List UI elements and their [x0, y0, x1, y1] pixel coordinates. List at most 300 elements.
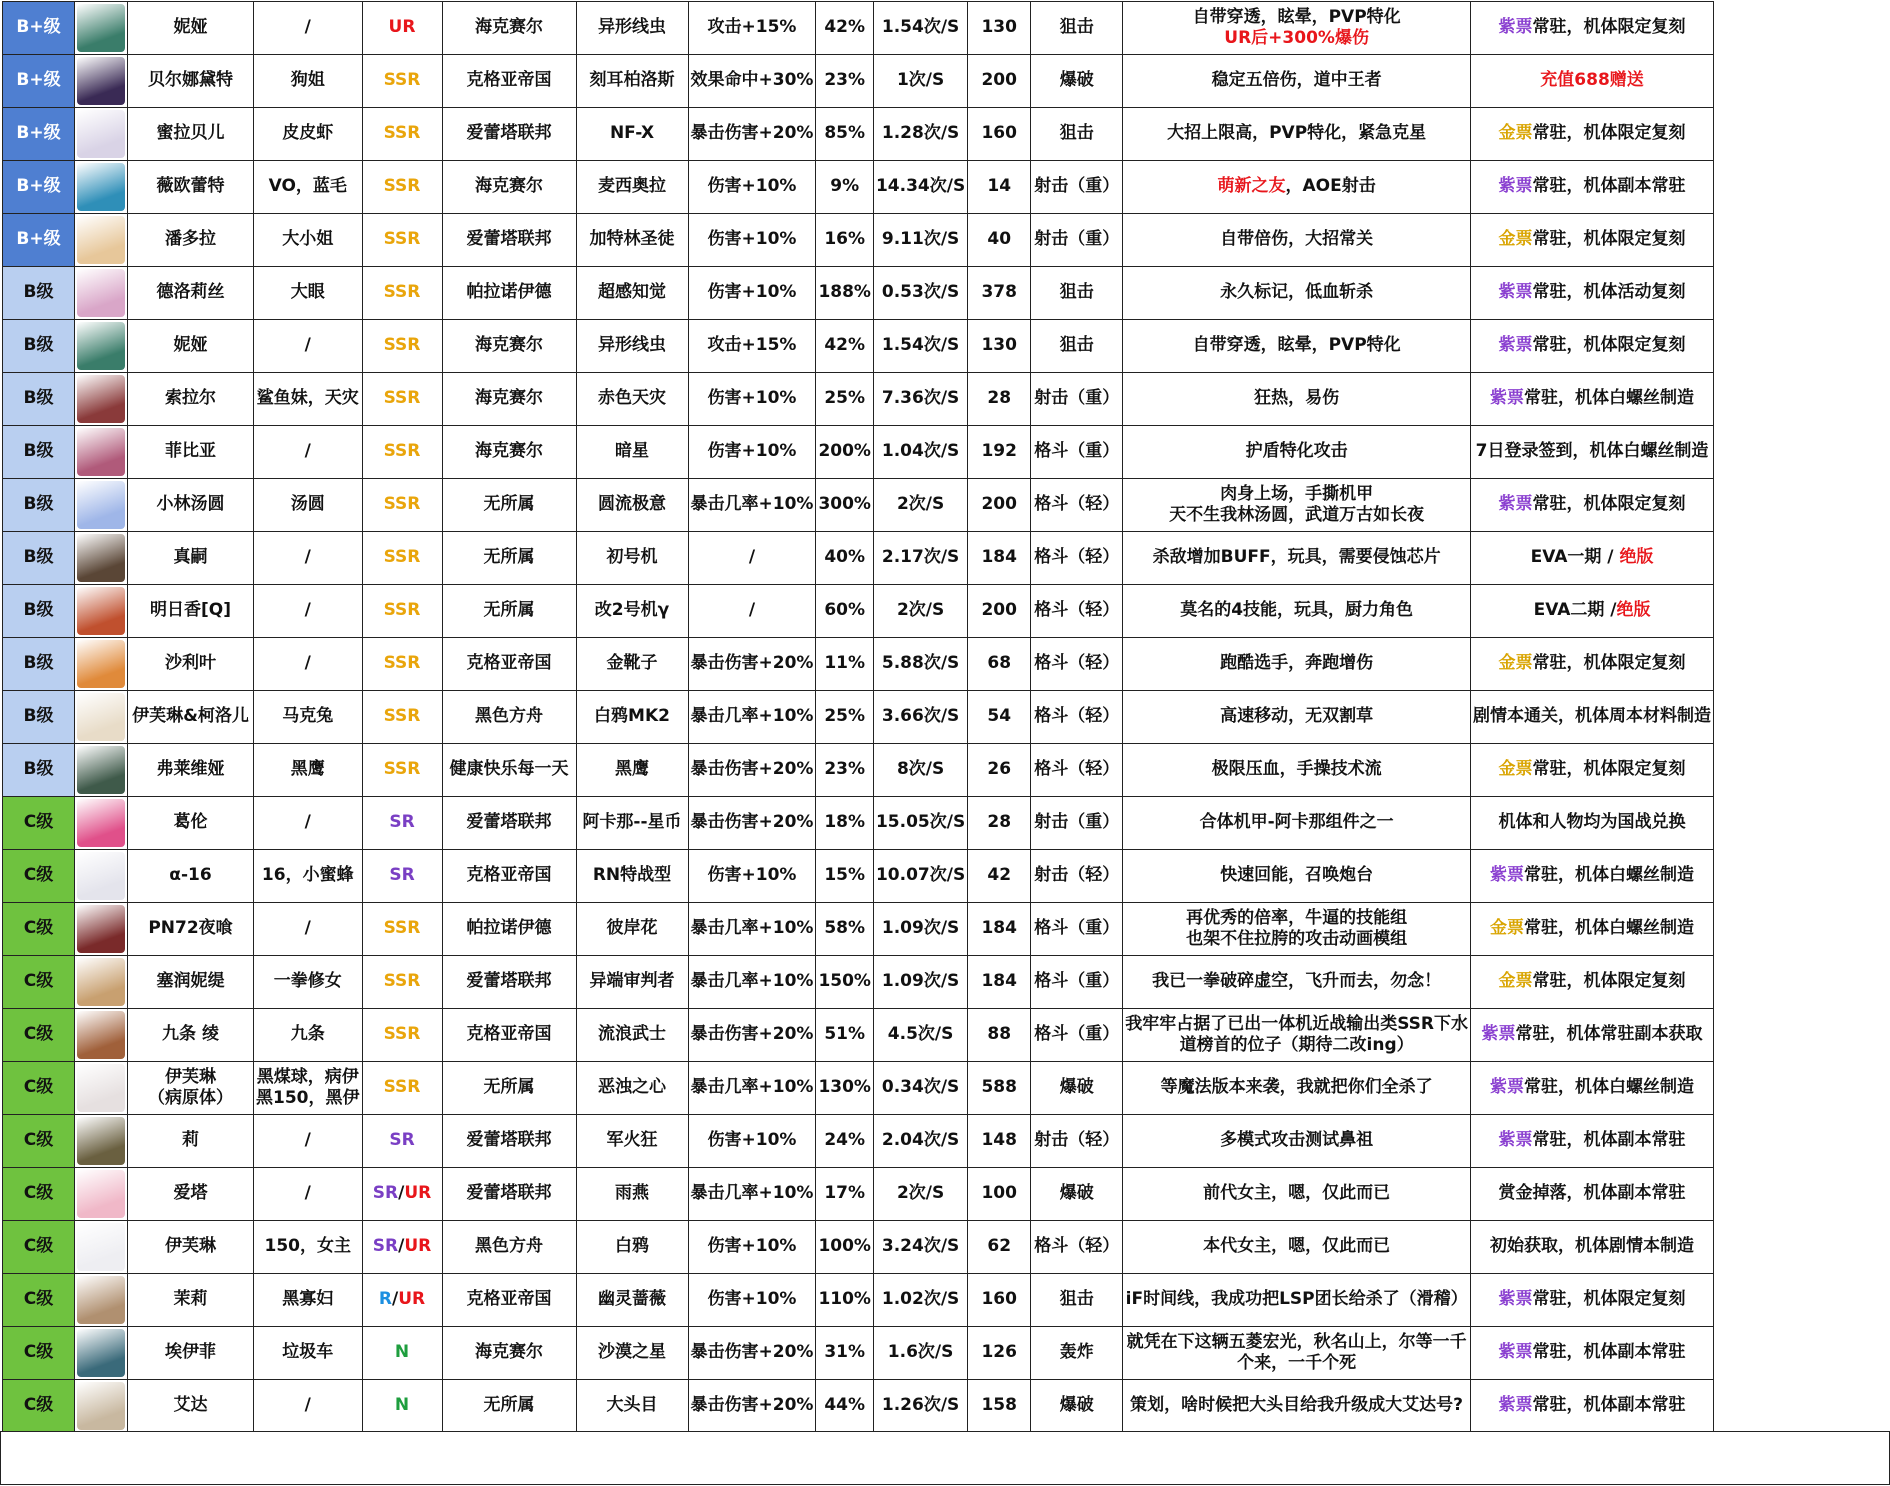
text-segment: 紫票 [1490, 1077, 1525, 1098]
text-segment: 金票 [1498, 653, 1533, 674]
value-cell: 184 [968, 956, 1031, 1009]
source-cell [1471, 1009, 1714, 1062]
text-segment: SSR [383, 1024, 421, 1045]
note-line [1125, 1130, 1468, 1151]
bonus-cell: 伤害+10% [688, 214, 816, 267]
source-cell [1471, 1115, 1714, 1168]
note-line [1125, 812, 1468, 833]
tier-cell: C级 [3, 956, 75, 1009]
speed-cell: 9.11次/S [873, 214, 967, 267]
tier-cell: B+级 [3, 161, 75, 214]
bonus-cell: 暴击几率+10% [688, 1168, 816, 1221]
rate-cell: 60% [816, 585, 874, 638]
value-cell: 184 [968, 532, 1031, 585]
rarity-cell [362, 850, 442, 903]
bonus-cell: 攻击+15% [688, 320, 816, 373]
speed-cell: 1.54次/S [873, 320, 967, 373]
tier-cell: C级 [3, 1327, 75, 1380]
rate-cell: 31% [816, 1327, 874, 1380]
bonus-cell: 伤害+10% [688, 1274, 816, 1327]
tier-cell: C级 [3, 1115, 75, 1168]
note-line [1125, 505, 1468, 526]
character-avatar [77, 1011, 125, 1059]
type-cell: 狙击 [1031, 108, 1123, 161]
character-nickname: / [254, 1115, 363, 1168]
avatar-cell [75, 903, 128, 956]
text-segment: SSR [383, 229, 421, 250]
avatar-cell [75, 1327, 128, 1380]
value-cell: 126 [968, 1327, 1031, 1380]
text-segment: ，AOE射击 [1285, 176, 1376, 197]
text-segment: 紫票 [1490, 865, 1525, 886]
note-cell [1123, 744, 1471, 797]
character-nickname: 汤圆 [254, 479, 363, 532]
source-cell [1471, 1168, 1714, 1221]
table-row [3, 903, 1714, 956]
note-cell [1123, 373, 1471, 426]
character-avatar [77, 693, 125, 741]
text-segment: 常驻，机体副本常驻 [1532, 1342, 1686, 1363]
table-row [3, 55, 1714, 108]
text-segment: 我牢牢占据了已出一体机近战输出类SSR下水 [1125, 1013, 1469, 1034]
table-row [3, 1380, 1714, 1433]
note-line [1125, 706, 1468, 727]
speed-cell: 2次/S [873, 479, 967, 532]
character-avatar [77, 428, 125, 476]
text-segment: 常驻，机体限定复刻 [1532, 229, 1686, 250]
note-line [1125, 865, 1468, 886]
rate-cell: 300% [816, 479, 874, 532]
text-segment: 常驻，机体限定复刻 [1532, 123, 1686, 144]
source-cell [1471, 585, 1714, 638]
value-cell: 42 [968, 850, 1031, 903]
rarity-cell [362, 744, 442, 797]
table-row [3, 373, 1714, 426]
rate-cell: 51% [816, 1009, 874, 1062]
source-cell [1471, 55, 1714, 108]
note-line [1125, 1183, 1468, 1204]
type-cell: 格斗（轻） [1031, 479, 1123, 532]
faction-cell: 爱蕾塔联邦 [442, 214, 576, 267]
rate-cell: 24% [816, 1115, 874, 1168]
text-segment: SSR [383, 335, 421, 356]
note-line [1125, 600, 1468, 621]
character-nickname: 大小姐 [254, 214, 363, 267]
note-cell [1123, 1274, 1471, 1327]
text-segment: / [398, 1183, 405, 1204]
text-segment: 杀敌增加BUFF，玩具，需要侵蚀芯片 [1152, 547, 1441, 568]
speed-cell: 2.17次/S [873, 532, 967, 585]
rarity-cell [362, 1115, 442, 1168]
mech-cell: 赤色天灾 [576, 373, 688, 426]
text-segment: SSR [383, 176, 421, 197]
mech-cell: 加特林圣徒 [576, 214, 688, 267]
tier-cell: C级 [3, 1009, 75, 1062]
table-row [3, 585, 1714, 638]
text-segment: 大招上限高，PVP特化，紧急克星 [1167, 123, 1427, 144]
character-name: 真嗣 [128, 532, 254, 585]
text-segment: 紫票 [1498, 335, 1533, 356]
value-cell: 40 [968, 214, 1031, 267]
character-name: 沙利叶 [128, 638, 254, 691]
character-nickname: / [254, 426, 363, 479]
tier-cell: B级 [3, 638, 75, 691]
type-cell: 格斗（轻） [1031, 744, 1123, 797]
text-segment: 永久标记，低血斩杀 [1220, 282, 1374, 303]
source-cell [1471, 161, 1714, 214]
text-segment: UR [404, 1236, 432, 1257]
text-segment: 狂热，易伤 [1254, 388, 1340, 409]
text-segment: 自带倍伤，大招常关 [1220, 229, 1374, 250]
rarity-cell [362, 1009, 442, 1062]
character-nickname [254, 1062, 363, 1115]
rate-cell: 15% [816, 850, 874, 903]
text-segment: UR [388, 17, 416, 38]
rarity-cell [362, 585, 442, 638]
character-nickname: 黑鹰 [254, 744, 363, 797]
type-cell: 爆破 [1031, 1168, 1123, 1221]
avatar-cell [75, 426, 128, 479]
character-avatar [77, 905, 125, 953]
rarity-cell [362, 1168, 442, 1221]
rate-cell: 150% [816, 956, 874, 1009]
avatar-cell [75, 691, 128, 744]
rate-cell: 42% [816, 320, 874, 373]
character-name: 弗莱维娅 [128, 744, 254, 797]
type-cell: 狙击 [1031, 267, 1123, 320]
character-avatar [77, 746, 125, 794]
text-segment: SR [389, 865, 415, 886]
speed-cell: 3.66次/S [873, 691, 967, 744]
faction-cell: 海克赛尔 [442, 2, 576, 55]
faction-cell: 无所属 [442, 1062, 576, 1115]
note-cell [1123, 638, 1471, 691]
source-cell [1471, 1327, 1714, 1380]
value-cell: 130 [968, 2, 1031, 55]
rarity-cell [362, 426, 442, 479]
rate-cell: 44% [816, 1380, 874, 1433]
source-cell [1471, 1380, 1714, 1433]
text-segment: 前代女主，嗯，仅此而已 [1203, 1183, 1391, 1204]
mech-cell: 黑鹰 [576, 744, 688, 797]
rate-cell: 200% [816, 426, 874, 479]
character-nickname: / [254, 2, 363, 55]
source-cell [1471, 320, 1714, 373]
note-line [1125, 70, 1468, 91]
avatar-cell [75, 956, 128, 1009]
text-segment: 道榜首的位子（期待二改ing） [1179, 1035, 1414, 1055]
text-segment: 策划，啥时候把大头目给我升级成大艾达号? [1130, 1395, 1464, 1416]
tier-cell: B级 [3, 426, 75, 479]
text-segment: 常驻，机体限定复刻 [1532, 759, 1686, 780]
text-segment: SSR [383, 600, 421, 621]
text-segment: 绝版 [1619, 547, 1654, 568]
character-name: 伊芙琳 [128, 1221, 254, 1274]
bonus-cell: 暴击伤害+20% [688, 1009, 816, 1062]
character-avatar [77, 1064, 125, 1112]
tier-cell: C级 [3, 1274, 75, 1327]
character-name: 妮娅 [128, 2, 254, 55]
note-line [1125, 1077, 1468, 1098]
rate-cell: 25% [816, 691, 874, 744]
rarity-cell [362, 1274, 442, 1327]
text-segment: SSR [383, 547, 421, 568]
text-segment: 7日登录签到，机体白螺丝制造 [1475, 441, 1709, 462]
avatar-cell [75, 585, 128, 638]
table-row [3, 1327, 1714, 1380]
character-avatar [77, 216, 125, 264]
value-cell: 68 [968, 638, 1031, 691]
speed-cell: 3.24次/S [873, 1221, 967, 1274]
bonus-cell: 攻击+15% [688, 2, 816, 55]
character-avatar [77, 587, 125, 635]
table-row [3, 532, 1714, 585]
note-cell [1123, 1009, 1471, 1062]
text-segment: EVA二期 / [1533, 600, 1617, 621]
text-segment: 紫票 [1481, 1024, 1516, 1045]
text-segment: 金票 [1498, 123, 1533, 144]
source-cell [1471, 373, 1714, 426]
type-cell: 狙击 [1031, 320, 1123, 373]
bonus-cell: / [688, 585, 816, 638]
character-name: 明日香[Q] [128, 585, 254, 638]
table-row [3, 691, 1714, 744]
type-cell: 射击（轻） [1031, 1115, 1123, 1168]
character-name: 爱塔 [128, 1168, 254, 1221]
value-cell: 88 [968, 1009, 1031, 1062]
text-segment: 我已一拳破碎虚空，飞升而去，勿念！ [1152, 971, 1442, 992]
note-line [1125, 28, 1468, 49]
note-line [1125, 1332, 1468, 1353]
table-row [3, 1115, 1714, 1168]
character-nickname: 一拳修女 [254, 956, 363, 1009]
type-cell: 格斗（轻） [1031, 1221, 1123, 1274]
rarity-cell [362, 320, 442, 373]
note-line [1125, 1014, 1468, 1035]
text-segment: UR [404, 1183, 432, 1204]
value-cell: 192 [968, 426, 1031, 479]
character-nickname: 马克兔 [254, 691, 363, 744]
text-segment: UR [398, 1289, 426, 1310]
text-segment: SSR [383, 706, 421, 727]
note-line [1125, 1236, 1468, 1257]
text-segment: 金票 [1498, 759, 1533, 780]
faction-cell: 爱蕾塔联邦 [442, 956, 576, 1009]
rate-cell: 23% [816, 744, 874, 797]
note-line [1125, 123, 1468, 144]
note-cell [1123, 108, 1471, 161]
rate-cell: 16% [816, 214, 874, 267]
text-segment: 紫票 [1498, 282, 1533, 303]
note-cell [1123, 479, 1471, 532]
text-segment: 常驻，机体限定复刻 [1532, 335, 1686, 356]
avatar-cell [75, 1380, 128, 1433]
mech-cell: 异形线虫 [576, 320, 688, 373]
speed-cell: 1.54次/S [873, 2, 967, 55]
faction-cell: 克格亚帝国 [442, 1274, 576, 1327]
note-cell [1123, 1168, 1471, 1221]
speed-cell: 10.07次/S [873, 850, 967, 903]
character-avatar [77, 958, 125, 1006]
character-name: 艾达 [128, 1380, 254, 1433]
character-avatar [77, 57, 125, 105]
note-cell [1123, 797, 1471, 850]
character-avatar [77, 110, 125, 158]
faction-cell: 帕拉诺伊德 [442, 903, 576, 956]
value-cell: 200 [968, 479, 1031, 532]
source-cell [1471, 744, 1714, 797]
note-line [1125, 908, 1468, 929]
table-row [3, 426, 1714, 479]
rate-cell: 42% [816, 2, 874, 55]
faction-cell: 无所属 [442, 585, 576, 638]
text-segment: 机体和人物均为国战兑换 [1498, 812, 1686, 833]
text-segment: 也架不住拉胯的攻击动画模组 [1186, 929, 1408, 949]
rarity-cell [362, 373, 442, 426]
tier-cell: C级 [3, 1168, 75, 1221]
text-segment: 肉身上场，手撕机甲 [1220, 483, 1374, 504]
note-cell [1123, 1062, 1471, 1115]
source-cell [1471, 850, 1714, 903]
value-cell: 588 [968, 1062, 1031, 1115]
text-segment: 护盾特化攻击 [1245, 441, 1348, 462]
text-segment: 天不生我林汤圆，武道万古如长夜 [1169, 505, 1425, 525]
text-segment: SSR [383, 494, 421, 515]
rate-cell: 17% [816, 1168, 874, 1221]
avatar-cell [75, 638, 128, 691]
text-segment: 绝版 [1616, 600, 1651, 621]
character-nickname: 九条 [254, 1009, 363, 1062]
rarity-cell [362, 479, 442, 532]
tier-table-body [3, 2, 1714, 1433]
value-cell: 200 [968, 55, 1031, 108]
character-name: 莉 [128, 1115, 254, 1168]
bonus-cell: 效果命中+30% [688, 55, 816, 108]
text-segment: EVA一期 / [1530, 547, 1620, 568]
text-segment: SR [372, 1183, 399, 1204]
note-cell [1123, 214, 1471, 267]
table-row [3, 1274, 1714, 1327]
tier-cell: B级 [3, 744, 75, 797]
faction-cell: 黑色方舟 [442, 1221, 576, 1274]
mech-cell: 刻耳柏洛斯 [576, 55, 688, 108]
note-cell [1123, 320, 1471, 373]
note-line [1125, 7, 1468, 28]
tier-cell: C级 [3, 1062, 75, 1115]
text-segment: SSR [383, 388, 421, 409]
type-cell: 格斗（轻） [1031, 691, 1123, 744]
note-line [1125, 1035, 1468, 1056]
text-segment: 常驻，机体白螺丝制造 [1524, 1077, 1695, 1098]
rarity-cell [362, 161, 442, 214]
bonus-cell: 暴击几率+10% [688, 956, 816, 1009]
rarity-cell [362, 214, 442, 267]
faction-cell: 海克赛尔 [442, 426, 576, 479]
source-cell [1471, 903, 1714, 956]
type-cell: 爆破 [1031, 1062, 1123, 1115]
source-cell [1471, 267, 1714, 320]
mech-cell: 恶浊之心 [576, 1062, 688, 1115]
rarity-cell [362, 2, 442, 55]
tier-cell: C级 [3, 850, 75, 903]
bonus-cell: 暴击几率+10% [688, 479, 816, 532]
type-cell: 轰炸 [1031, 1327, 1123, 1380]
rate-cell: 188% [816, 267, 874, 320]
rarity-cell [362, 108, 442, 161]
character-avatar [77, 1117, 125, 1165]
source-cell [1471, 479, 1714, 532]
speed-cell: 15.05次/S [873, 797, 967, 850]
rate-cell: 11% [816, 638, 874, 691]
tier-cell: B级 [3, 585, 75, 638]
type-cell: 射击（重） [1031, 161, 1123, 214]
note-cell [1123, 903, 1471, 956]
type-cell: 格斗（重） [1031, 956, 1123, 1009]
nickname-line: 黑150，黑伊 [256, 1088, 360, 1108]
speed-cell: 1次/S [873, 55, 967, 108]
character-avatar [77, 1276, 125, 1324]
text-segment: 就凭在下这辆五菱宏光，秋名山上，尔等一千 [1126, 1331, 1467, 1352]
source-cell [1471, 1274, 1714, 1327]
character-nickname: / [254, 585, 363, 638]
note-cell [1123, 1115, 1471, 1168]
tier-cell: B级 [3, 267, 75, 320]
value-cell: 158 [968, 1380, 1031, 1433]
type-cell: 射击（重） [1031, 373, 1123, 426]
mech-cell: 幽灵蔷薇 [576, 1274, 688, 1327]
avatar-cell [75, 1062, 128, 1115]
character-nickname: 150，女主 [254, 1221, 363, 1274]
speed-cell: 14.34次/S [873, 161, 967, 214]
value-cell: 130 [968, 320, 1031, 373]
avatar-cell [75, 267, 128, 320]
character-avatar [77, 322, 125, 370]
rarity-cell [362, 1327, 442, 1380]
tier-cell: B+级 [3, 108, 75, 161]
rate-cell: 18% [816, 797, 874, 850]
character-nickname: 皮皮虾 [254, 108, 363, 161]
character-name: PN72夜喰 [128, 903, 254, 956]
text-segment: 常驻，机体限定复刻 [1532, 971, 1686, 992]
character-name: 塞润妮缇 [128, 956, 254, 1009]
mech-cell: 异形线虫 [576, 2, 688, 55]
faction-cell: 克格亚帝国 [442, 638, 576, 691]
rarity-cell [362, 638, 442, 691]
text-segment: SSR [383, 1077, 421, 1098]
text-segment: N [394, 1395, 410, 1416]
faction-cell: 爱蕾塔联邦 [442, 797, 576, 850]
note-cell [1123, 691, 1471, 744]
text-segment: 紫票 [1498, 176, 1533, 197]
character-avatar [77, 1329, 125, 1377]
rate-cell: 23% [816, 55, 874, 108]
faction-cell: 健康快乐每一天 [442, 744, 576, 797]
text-segment: 合体机甲-阿卡那组件之一 [1199, 812, 1394, 833]
note-line [1125, 441, 1468, 462]
mech-cell: 大头目 [576, 1380, 688, 1433]
rate-cell: 58% [816, 903, 874, 956]
note-cell [1123, 2, 1471, 55]
table-row [3, 267, 1714, 320]
rarity-cell [362, 691, 442, 744]
avatar-cell [75, 744, 128, 797]
character-name: α-16 [128, 850, 254, 903]
bonus-cell: 伤害+10% [688, 426, 816, 479]
text-segment: 金票 [1498, 971, 1533, 992]
speed-cell: 1.28次/S [873, 108, 967, 161]
note-cell [1123, 1380, 1471, 1433]
rarity-cell [362, 956, 442, 1009]
